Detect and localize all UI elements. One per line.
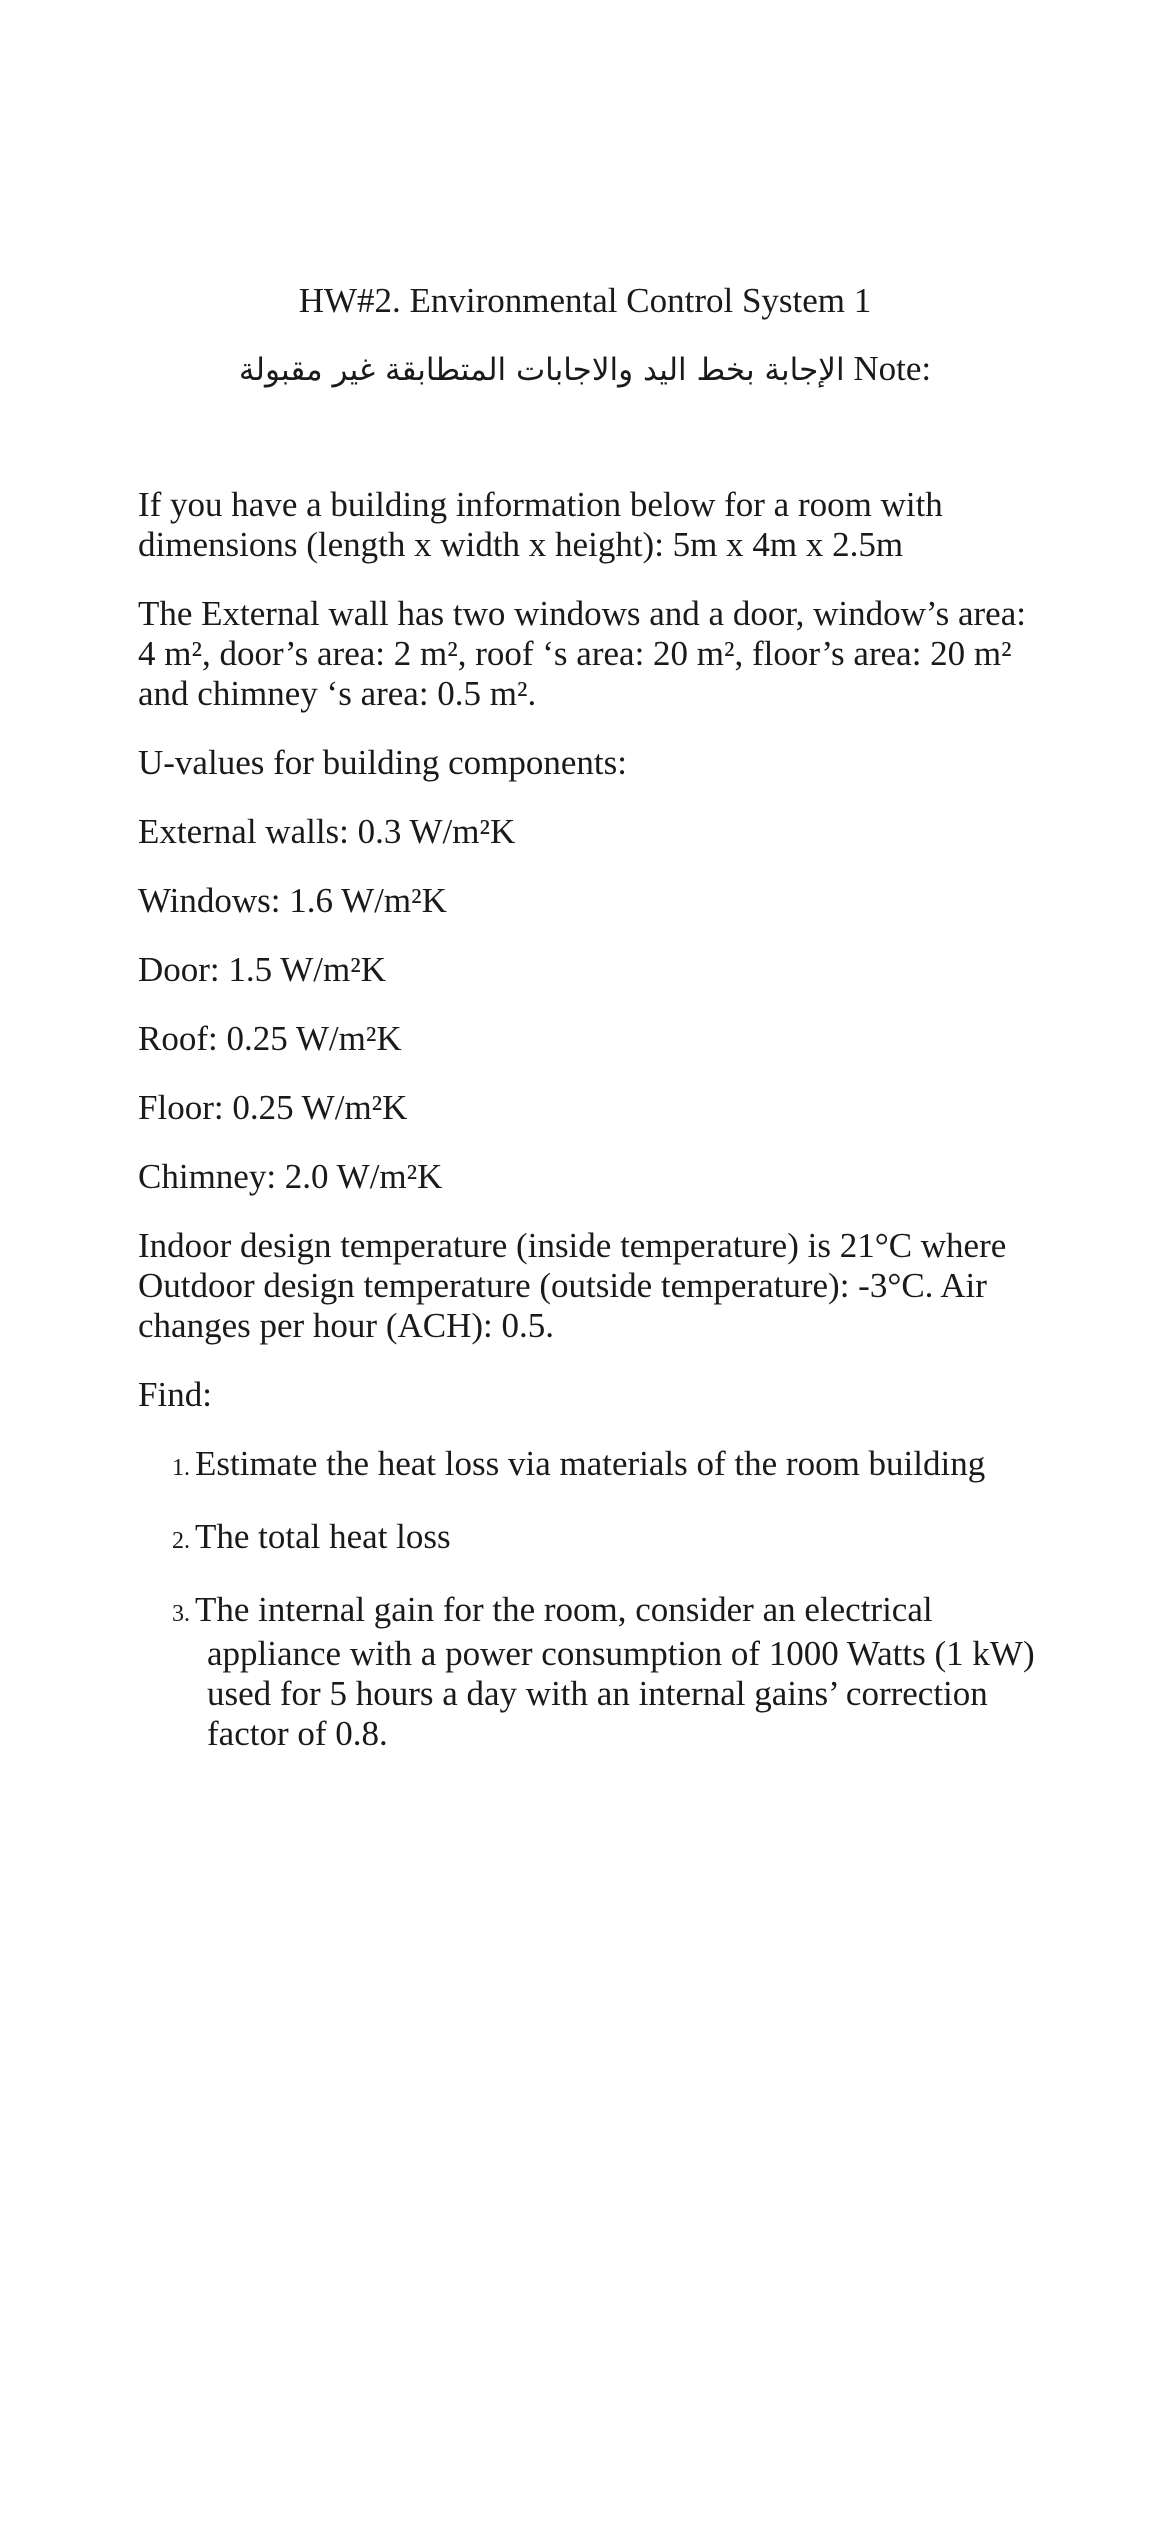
areas-paragraph: The External wall has two windows and a door, window’s area: 4 m², door’s area: 2 m², roof ‘s area: 20 m², floor’s area: 20 m² and chimney ‘s area: 0.5 m². <box>138 594 1026 713</box>
note-line <box>0 346 1170 393</box>
intro-paragraph: If you have a building information below for a room with dimensions (length x width x height): 5m x 4m x 2.5m <box>138 485 943 564</box>
list-item <box>172 1444 1038 1488</box>
temperatures-paragraph: Indoor design temperature (inside temperature) is 21°C where Outdoor design temperature (outside temperature): -3°C. Air changes per hour (ACH): 0.5. <box>138 1226 1007 1345</box>
list-item-number: 3. <box>172 1601 190 1627</box>
uvalue-floor: Floor: 0.25 W/m²K <box>138 1088 408 1127</box>
note-label: Note: <box>853 349 932 388</box>
list-item <box>172 1590 1038 1754</box>
page-title: HW#2. Environmental Control System 1 <box>298 281 872 320</box>
list-item-text: The total heat loss <box>195 1517 451 1556</box>
list-item-number: 2. <box>172 1528 190 1554</box>
uvalue-roof: Roof: 0.25 W/m²K <box>138 1019 402 1058</box>
list-item-text: Estimate the heat loss via materials of the room building <box>195 1444 986 1483</box>
assignment-body <box>138 485 1038 1783</box>
find-label: Find: <box>138 1375 212 1414</box>
uvalues-heading: U-values for building components: <box>138 743 627 782</box>
list-item <box>172 1517 1038 1561</box>
uvalue-door: Door: 1.5 W/m²K <box>138 950 387 989</box>
task-list <box>138 1444 1038 1754</box>
list-item-number: 1. <box>172 1455 190 1481</box>
uvalue-chimney: Chimney: 2.0 W/m²K <box>138 1157 443 1196</box>
note-arabic-text: الإجابة بخط اليد والاجابات المتطابقة غير مقبولة <box>238 352 845 388</box>
uvalue-windows: Windows: 1.6 W/m²K <box>138 881 447 920</box>
uvalue-external-walls: External walls: 0.3 W/m²K <box>138 812 516 851</box>
list-item-text: The internal gain for the room, consider an electrical appliance with a power consumption of 1000 Watts (1 kW) used for 5 hours a day with an internal gains’ correction factor of 0.8. <box>195 1590 1035 1753</box>
